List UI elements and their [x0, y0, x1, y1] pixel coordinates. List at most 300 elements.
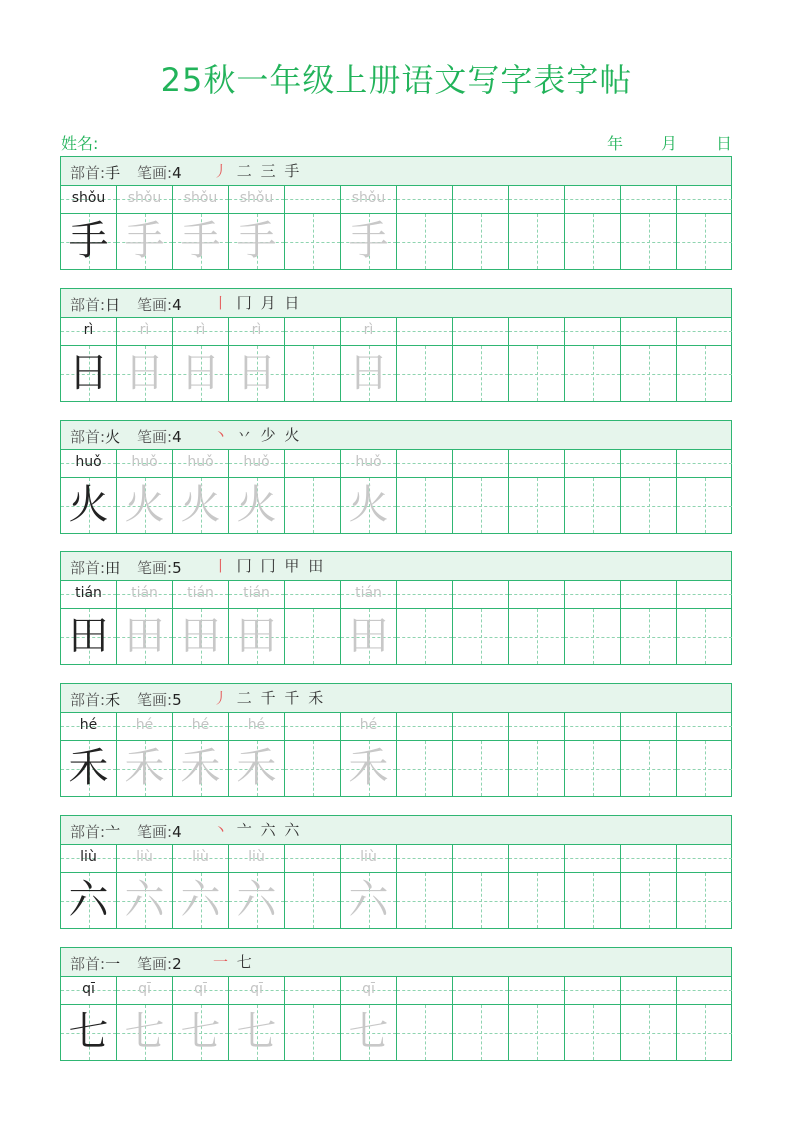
pinyin-trace: qī	[362, 981, 375, 997]
stroke-order-step: 禾	[308, 689, 326, 707]
stroke-order-step: 千	[260, 689, 278, 707]
character-box	[453, 741, 508, 796]
character-trace: 日	[180, 350, 221, 396]
year-label: 年	[607, 134, 624, 153]
character-trace: 日	[124, 350, 165, 396]
stroke-count-info	[137, 953, 182, 974]
blank-cell[interactable]	[677, 845, 731, 928]
character-text: 六	[68, 877, 109, 923]
radical-info	[70, 821, 120, 842]
blank-cell[interactable]	[397, 318, 453, 401]
character-box	[397, 609, 452, 664]
blank-cell[interactable]	[509, 845, 565, 928]
pinyin-trace: liù	[248, 849, 265, 865]
pinyin-box	[565, 186, 620, 214]
pinyin-box	[565, 977, 620, 1005]
model-cell	[61, 845, 117, 928]
blank-cell[interactable]	[621, 713, 677, 796]
pinyin-box	[229, 977, 284, 1005]
radical-value: 亠	[105, 823, 121, 841]
character-box	[565, 346, 620, 401]
character-trace: 六	[236, 877, 277, 923]
radical-info	[70, 426, 120, 447]
blank-cell[interactable]	[453, 977, 509, 1060]
char-block	[60, 420, 732, 534]
blank-cell[interactable]	[621, 186, 677, 269]
month-label: 月	[661, 134, 678, 153]
character-box	[397, 741, 452, 796]
blank-cell[interactable]	[565, 186, 621, 269]
stroke-order-step: 亠	[236, 821, 254, 839]
character-box	[677, 214, 732, 269]
character-box	[117, 609, 172, 664]
pinyin-box	[677, 713, 732, 741]
pinyin-box	[173, 977, 228, 1005]
name-date-bar	[61, 131, 733, 153]
pinyin-trace: qī	[138, 981, 151, 997]
blank-cell[interactable]	[677, 581, 731, 664]
pinyin-box	[397, 845, 452, 873]
pinyin-trace: qī	[194, 981, 207, 997]
stroke-order-step: 六	[284, 821, 302, 839]
character-box	[229, 741, 284, 796]
blank-cell[interactable]	[565, 318, 621, 401]
pinyin-box	[173, 845, 228, 873]
stroke-order-step: 三	[260, 162, 278, 180]
radical-value: 手	[105, 164, 121, 182]
character-box	[117, 478, 172, 533]
trace-cell	[117, 318, 173, 401]
pinyin-box	[341, 450, 396, 478]
character-text: 七	[68, 1009, 109, 1055]
pinyin-trace: hé	[247, 717, 266, 733]
character-box	[61, 741, 116, 796]
character-trace: 七	[124, 1009, 165, 1055]
blank-cell[interactable]	[397, 713, 453, 796]
blank-cell[interactable]	[677, 713, 731, 796]
stroke-count-value: 4	[172, 296, 182, 314]
stroke-order-step: 丷	[236, 426, 254, 444]
radical-info	[70, 953, 120, 974]
stroke-order-step: 手	[284, 162, 302, 180]
pinyin-box	[677, 977, 732, 1005]
pinyin-text: qī	[82, 981, 95, 997]
pinyin-box	[229, 581, 284, 609]
trace-cell	[173, 318, 229, 401]
character-box	[341, 1005, 396, 1060]
radical-info	[70, 689, 120, 710]
pinyin-box	[621, 186, 676, 214]
blank-cell[interactable]	[509, 713, 565, 796]
character-box	[341, 609, 396, 664]
character-box	[621, 214, 676, 269]
character-box	[117, 346, 172, 401]
stroke-order-step: 七	[236, 953, 254, 971]
character-box	[565, 609, 620, 664]
blank-cell[interactable]	[677, 186, 731, 269]
character-box	[565, 214, 620, 269]
pinyin-box	[677, 318, 732, 346]
model-cell	[61, 977, 117, 1060]
pinyin-trace: rì	[251, 322, 262, 338]
blank-cell[interactable]	[453, 450, 509, 533]
blank-cell[interactable]	[285, 318, 341, 401]
tianzige-grid	[61, 186, 731, 269]
trace-cell	[173, 581, 229, 664]
stroke-order-step: 月	[260, 294, 278, 312]
character-trace: 火	[348, 482, 389, 528]
pinyin-box	[621, 713, 676, 741]
blank-cell[interactable]	[285, 845, 341, 928]
radical-label: 部首:	[70, 559, 106, 577]
pinyin-trace: liù	[360, 849, 377, 865]
blank-cell[interactable]	[621, 845, 677, 928]
blank-cell[interactable]	[565, 450, 621, 533]
stroke-count-label: 笔画:	[137, 428, 173, 446]
stroke-order-step: 甲	[284, 557, 302, 575]
trace-cell	[173, 450, 229, 533]
character-box	[61, 609, 116, 664]
stroke-order-step: 日	[284, 294, 302, 312]
stroke-count-label: 笔画:	[137, 164, 173, 182]
character-text: 禾	[68, 745, 109, 791]
character-trace: 七	[348, 1009, 389, 1055]
blank-cell[interactable]	[397, 186, 453, 269]
blank-cell[interactable]	[565, 845, 621, 928]
trace-cell	[117, 450, 173, 533]
page-title: 25秋一年级上册语文写字表字帖	[160, 61, 633, 99]
pinyin-trace: rì	[363, 322, 374, 338]
pinyin-box	[509, 581, 564, 609]
character-box	[565, 1005, 620, 1060]
pinyin-text: huǒ	[75, 454, 102, 470]
blank-cell[interactable]	[677, 977, 731, 1060]
trace-cell	[341, 845, 397, 928]
pinyin-trace: liù	[136, 849, 153, 865]
pinyin-box	[341, 845, 396, 873]
pinyin-text: hé	[79, 717, 98, 733]
character-trace: 手	[348, 218, 389, 264]
pinyin-box	[453, 581, 508, 609]
character-trace: 六	[348, 877, 389, 923]
model-cell	[61, 581, 117, 664]
pinyin-box	[173, 581, 228, 609]
stroke-count-value: 4	[172, 823, 182, 841]
blank-cell[interactable]	[677, 318, 731, 401]
trace-cell	[229, 318, 285, 401]
blank-cell[interactable]	[397, 581, 453, 664]
stroke-count-label: 笔画:	[137, 296, 173, 314]
pinyin-trace: liù	[192, 849, 209, 865]
pinyin-box	[117, 713, 172, 741]
blank-cell[interactable]	[453, 581, 509, 664]
pinyin-box	[677, 845, 732, 873]
trace-cell	[117, 713, 173, 796]
radical-value: 田	[105, 559, 121, 577]
stroke-count-value: 4	[172, 164, 182, 182]
trace-cell	[229, 977, 285, 1060]
char-header	[61, 157, 731, 186]
radical-label: 部首:	[70, 164, 106, 182]
pinyin-trace: huǒ	[355, 454, 382, 470]
stroke-count-value: 5	[172, 559, 182, 577]
character-box	[341, 478, 396, 533]
radical-label: 部首:	[70, 691, 106, 709]
character-trace: 日	[236, 350, 277, 396]
trace-cell	[341, 977, 397, 1060]
character-box	[621, 873, 676, 928]
character-box	[677, 741, 732, 796]
character-box	[565, 478, 620, 533]
character-box	[285, 873, 340, 928]
character-trace: 日	[348, 350, 389, 396]
character-box	[61, 1005, 116, 1060]
pinyin-box	[509, 713, 564, 741]
radical-label: 部首:	[70, 296, 106, 314]
character-box	[117, 741, 172, 796]
stroke-count-info	[137, 426, 182, 447]
char-header	[61, 684, 731, 713]
character-box	[621, 609, 676, 664]
pinyin-trace: hé	[359, 717, 378, 733]
stroke-order-step: 六	[260, 821, 278, 839]
stroke-order-step: 二	[236, 689, 254, 707]
stroke-order-step: 丨	[213, 557, 231, 575]
blank-cell[interactable]	[285, 186, 341, 269]
character-box	[229, 214, 284, 269]
character-box	[229, 1005, 284, 1060]
character-box	[173, 346, 228, 401]
pinyin-box	[509, 977, 564, 1005]
pinyin-trace: rì	[139, 322, 150, 338]
pinyin-box	[621, 581, 676, 609]
trace-cell	[229, 450, 285, 533]
pinyin-box	[677, 581, 732, 609]
blank-cell[interactable]	[397, 977, 453, 1060]
char-block	[60, 683, 732, 797]
character-box	[173, 873, 228, 928]
character-box	[61, 873, 116, 928]
trace-cell	[341, 186, 397, 269]
pinyin-trace: tián	[243, 585, 270, 601]
character-trace: 田	[124, 613, 165, 659]
pinyin-box	[285, 845, 340, 873]
character-box	[621, 478, 676, 533]
blank-cell[interactable]	[285, 450, 341, 533]
pinyin-box	[397, 186, 452, 214]
blank-cell[interactable]	[621, 581, 677, 664]
tianzige-grid	[61, 581, 731, 664]
stroke-order	[213, 687, 325, 708]
character-box	[397, 1005, 452, 1060]
stroke-order-step: 冂	[236, 294, 254, 312]
stroke-count-info	[137, 162, 182, 183]
pinyin-trace: tián	[131, 585, 158, 601]
stroke-count-label: 笔画:	[137, 691, 173, 709]
blank-cell[interactable]	[621, 977, 677, 1060]
trace-cell	[117, 581, 173, 664]
pinyin-box	[117, 450, 172, 478]
blank-cell[interactable]	[453, 845, 509, 928]
character-box	[453, 478, 508, 533]
character-box	[173, 741, 228, 796]
pinyin-trace: rì	[195, 322, 206, 338]
pinyin-box	[117, 318, 172, 346]
stroke-order-step: 田	[308, 557, 326, 575]
pinyin-box	[229, 186, 284, 214]
pinyin-box	[453, 450, 508, 478]
model-cell	[61, 186, 117, 269]
character-box	[285, 1005, 340, 1060]
blank-cell[interactable]	[621, 450, 677, 533]
pinyin-box	[173, 713, 228, 741]
character-box	[173, 609, 228, 664]
blank-cell[interactable]	[509, 186, 565, 269]
blank-cell[interactable]	[453, 713, 509, 796]
character-text: 田	[68, 613, 109, 659]
character-box	[509, 873, 564, 928]
pinyin-trace: qī	[250, 981, 263, 997]
pinyin-trace: shǒu	[127, 190, 162, 206]
pinyin-box	[173, 186, 228, 214]
character-box	[621, 741, 676, 796]
stroke-count-value: 4	[172, 428, 182, 446]
character-box	[677, 346, 732, 401]
character-box	[621, 346, 676, 401]
char-header	[61, 289, 731, 318]
stroke-order-step: 丿	[213, 689, 231, 707]
pinyin-box	[173, 318, 228, 346]
stroke-order-step: 一	[213, 953, 231, 971]
stroke-count-label: 笔画:	[137, 955, 173, 973]
blank-cell[interactable]	[565, 713, 621, 796]
radical-info	[70, 294, 120, 315]
character-box	[453, 873, 508, 928]
character-trace: 田	[236, 613, 277, 659]
char-block	[60, 815, 732, 929]
blank-cell[interactable]	[285, 713, 341, 796]
pinyin-box	[453, 186, 508, 214]
pinyin-box	[285, 581, 340, 609]
stroke-order	[213, 292, 301, 313]
trace-cell	[341, 713, 397, 796]
blank-cell[interactable]	[509, 318, 565, 401]
blank-cell[interactable]	[509, 581, 565, 664]
pinyin-box	[285, 713, 340, 741]
character-box	[397, 478, 452, 533]
pinyin-text: liù	[80, 849, 97, 865]
pinyin-box	[453, 713, 508, 741]
blank-cell[interactable]	[677, 450, 731, 533]
blank-cell[interactable]	[397, 845, 453, 928]
character-box	[61, 478, 116, 533]
stroke-order-step: 火	[284, 426, 302, 444]
pinyin-box	[117, 581, 172, 609]
model-cell	[61, 450, 117, 533]
blank-cell[interactable]	[565, 977, 621, 1060]
blank-cell[interactable]	[453, 186, 509, 269]
character-box	[509, 741, 564, 796]
stroke-count-info	[137, 294, 182, 315]
character-box	[117, 214, 172, 269]
radical-value: 日	[105, 296, 121, 314]
pinyin-box	[621, 450, 676, 478]
pinyin-trace: shǒu	[351, 190, 386, 206]
trace-cell	[117, 845, 173, 928]
character-box	[117, 873, 172, 928]
character-box	[453, 346, 508, 401]
stroke-order-step: 冂	[260, 557, 278, 575]
character-box	[117, 1005, 172, 1060]
character-box	[677, 873, 732, 928]
blank-cell[interactable]	[565, 581, 621, 664]
pinyin-box	[285, 186, 340, 214]
character-box	[285, 214, 340, 269]
stroke-order	[213, 951, 254, 972]
pinyin-box	[621, 845, 676, 873]
pinyin-box	[341, 318, 396, 346]
character-box	[509, 1005, 564, 1060]
character-box	[509, 214, 564, 269]
stroke-order	[213, 555, 325, 576]
trace-cell	[341, 450, 397, 533]
blank-cell[interactable]	[397, 450, 453, 533]
character-box	[397, 873, 452, 928]
pinyin-trace: tián	[187, 585, 214, 601]
pinyin-box	[565, 450, 620, 478]
stroke-order-step: 千	[284, 689, 302, 707]
blank-cell[interactable]	[509, 450, 565, 533]
pinyin-box	[229, 713, 284, 741]
blank-cell[interactable]	[509, 977, 565, 1060]
trace-cell	[341, 318, 397, 401]
character-text: 火	[68, 482, 109, 528]
character-box	[565, 873, 620, 928]
blank-cell[interactable]	[453, 318, 509, 401]
blank-cell[interactable]	[285, 581, 341, 664]
trace-cell	[117, 977, 173, 1060]
blank-cell[interactable]	[285, 977, 341, 1060]
pinyin-box	[397, 713, 452, 741]
stroke-count-info	[137, 557, 182, 578]
radical-value: 火	[105, 428, 121, 446]
character-trace: 田	[180, 613, 221, 659]
pinyin-box	[61, 713, 116, 741]
pinyin-box	[509, 845, 564, 873]
character-box	[285, 478, 340, 533]
pinyin-box	[229, 318, 284, 346]
tianzige-grid	[61, 318, 731, 401]
char-block	[60, 947, 732, 1061]
pinyin-box	[565, 318, 620, 346]
character-trace: 火	[180, 482, 221, 528]
character-trace: 田	[348, 613, 389, 659]
character-box	[229, 609, 284, 664]
trace-cell	[117, 186, 173, 269]
character-box	[229, 478, 284, 533]
character-trace: 手	[180, 218, 221, 264]
blank-cell[interactable]	[621, 318, 677, 401]
character-box	[341, 741, 396, 796]
character-box	[173, 1005, 228, 1060]
radical-value: 禾	[105, 691, 121, 709]
tianzige-grid	[61, 977, 731, 1060]
model-cell	[61, 713, 117, 796]
character-box	[621, 1005, 676, 1060]
radical-label: 部首:	[70, 955, 106, 973]
stroke-order-step: 少	[260, 426, 278, 444]
stroke-order-step: 丿	[213, 162, 231, 180]
